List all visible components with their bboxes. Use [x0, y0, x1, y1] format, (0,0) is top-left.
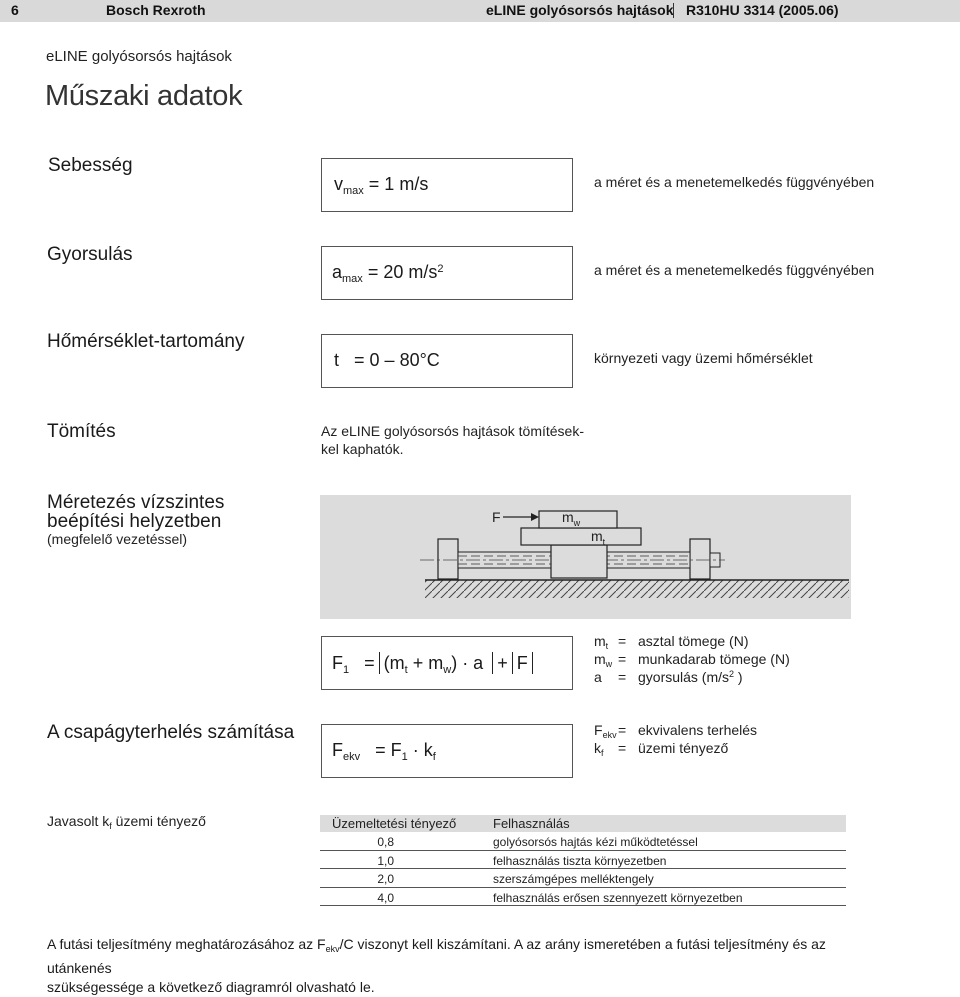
left-support: [438, 539, 458, 579]
seal-text-line1: Az eLINE golyósorsós hajtások tömítések-: [321, 423, 585, 439]
ground-hatch: [425, 580, 849, 598]
col-header-factor: Üzemeltetési tényező: [332, 816, 457, 831]
accel-heading: Gyorsulás: [47, 244, 133, 265]
accel-formula: $a_{max} = 20$ $m/s^2$: [332, 262, 444, 285]
bearing-heading: A csapágyterhelés számítása: [47, 722, 295, 743]
page-number: 6: [11, 2, 19, 18]
factor-table: [320, 815, 846, 906]
header-separator: [673, 3, 674, 18]
header-bar: [0, 0, 960, 22]
accel-formula-box: [321, 246, 573, 300]
f1-formula-box: [321, 636, 573, 690]
table-row: 1,0 felhasználás tiszta környezetben: [320, 851, 846, 870]
bearing-formula: $F_{ekv}$ = $F_1 \cdot k_f$: [332, 740, 436, 763]
table-row: 0,8 golyósorsós hajtás kézi működtetéssel: [320, 832, 846, 851]
nut-body: [551, 545, 607, 578]
accel-note: a méret és a menetemelkedés függvényében: [594, 262, 875, 278]
speed-formula-box: [321, 158, 573, 212]
sizing-subnote: (megfelelő vezetéssel): [47, 531, 188, 547]
page-title: Műszaki adatok: [45, 80, 243, 112]
doc-code: R310HU 3314 (2005.06): [686, 2, 839, 18]
right-support: [690, 539, 710, 579]
temperature-heading: Hőmérséklet-tartomány: [47, 331, 245, 352]
f1-formula: $F_1$ = $(m_t + m_w) \cdot a + F$: [332, 652, 537, 676]
product-name: eLINE golyósorsós hajtások: [486, 2, 674, 18]
table-row: 4,0 felhasználás erősen szennyezett környezetben: [320, 888, 846, 907]
factor-table-header: [320, 815, 846, 832]
temperature-formula-box: [321, 334, 573, 388]
speed-formula: $v_{max} = 1$ m/s: [334, 174, 429, 197]
speed-note: a méret és a menetemelkedés függvényében: [594, 174, 875, 190]
ball-screw-diagram: [320, 495, 851, 619]
col-header-usage: Felhasználás: [493, 816, 570, 831]
bearing-formula-box: [321, 724, 573, 778]
mt-label: $m_t$: [591, 528, 606, 547]
sizing-heading-line2: beépítési helyzetben: [47, 511, 222, 532]
force-label: F: [492, 509, 501, 525]
sizing-heading-line1: Méretezés vízszintes: [47, 492, 225, 513]
factor-heading: Javasolt $k_f$ üzemi tényező: [47, 813, 206, 831]
footer-paragraph: A futási teljesítmény meghatározásához az $F_{ekv}/C$ viszonyt kell kiszámítani. A az arány ismeretében a futási teljesítmény és az utánkenés szükségessége a következő diagramról olvasható le.: [47, 936, 826, 995]
temperature-note: környezeti vagy üzemi hőmérséklet: [594, 350, 813, 366]
company-name: Bosch Rexroth: [106, 2, 206, 18]
speed-heading: Sebesség: [48, 155, 133, 176]
seal-heading: Tömítés: [47, 421, 116, 442]
table-mt: [521, 528, 641, 545]
mw-label: $m_w$: [562, 509, 581, 528]
subheading: eLINE golyósorsós hajtások: [46, 48, 232, 65]
seal-text-line2: kel kaphatók.: [321, 441, 404, 457]
temperature-formula: t = 0 – 80°C: [334, 350, 440, 370]
table-row: 2,0 szerszámgépes melléktengely: [320, 869, 846, 888]
